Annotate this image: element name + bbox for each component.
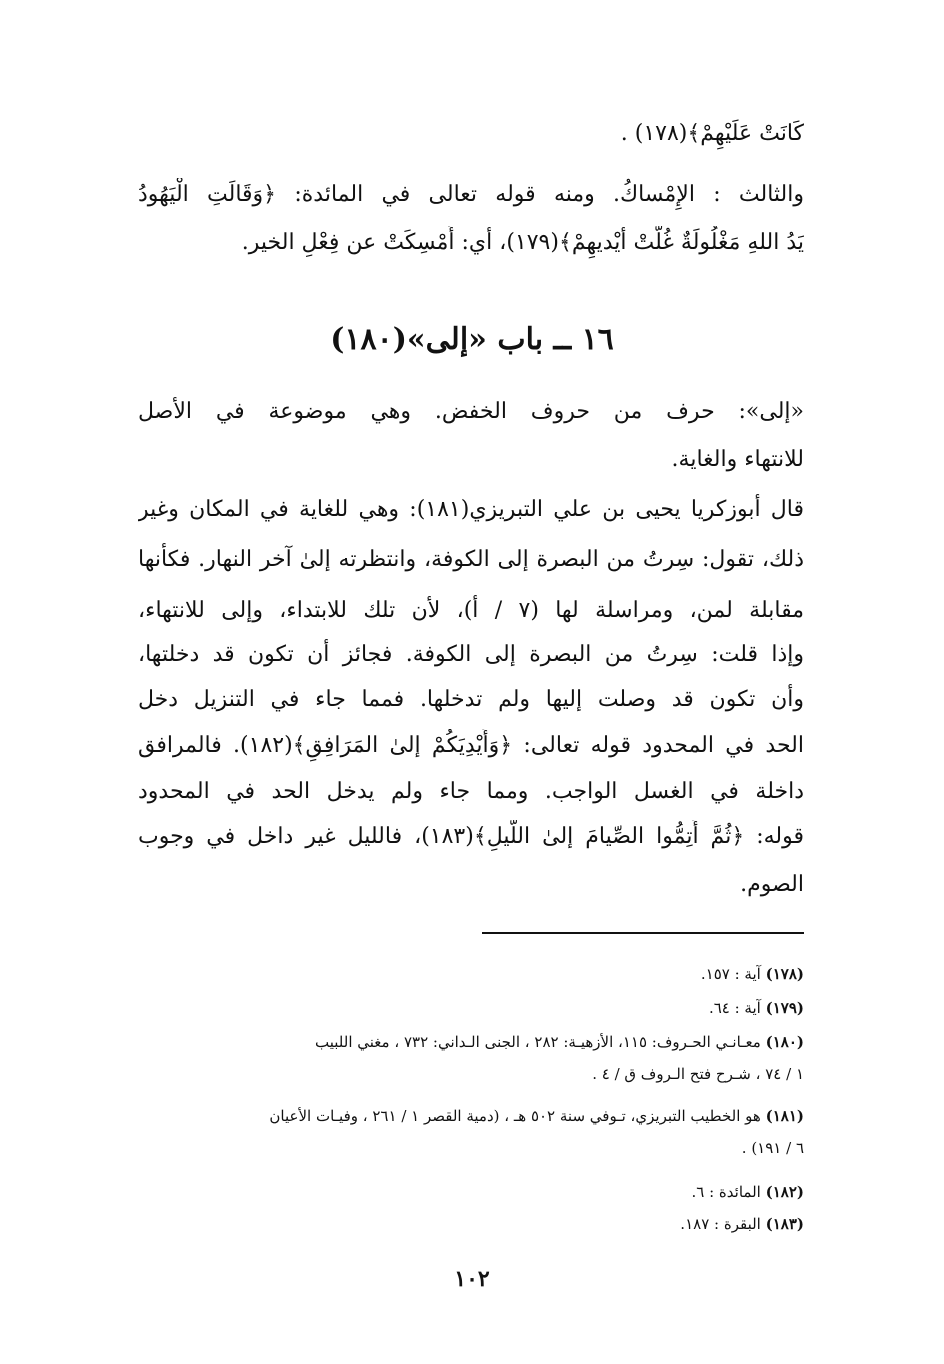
- paragraph-line: الصوم.: [740, 872, 804, 897]
- page-number: ١٠٢: [454, 1266, 490, 1292]
- footnote-text: هو الخطيب التبريزي، تـوفي سنة ٥٠٢ هـ ، (دمية القصر ١ / ٢٦١ ، وفيـات الأعيان: [269, 1107, 761, 1125]
- footnote-182: [138, 1180, 804, 1204]
- paragraph-line: للانتهاء والغاية.: [671, 447, 804, 472]
- footnote-180: [138, 1030, 804, 1054]
- body-line: والثالث : الإِمْساكُ. ومنه قوله تعالى في المائدة: ﴿وَقَالَتِ الْيَهُودُ: [138, 182, 804, 207]
- footnote-number: (١٨٣): [765, 1215, 804, 1233]
- body-line: كَانَتْ عَلَيْهِمْ﴾(١٧٨) .: [620, 121, 804, 146]
- footnote-number: (١٨١): [765, 1107, 804, 1125]
- paragraph-line: الحد في المحدود قوله تعالى: ﴿وَأَيْدِيَكُمْ إلىٰ المَرَافِقِ﴾(١٨٢). فالمرافق: [138, 733, 804, 758]
- footnote-number: (١٧٩): [765, 999, 804, 1017]
- footnote-text: آية : ١٥٧.: [700, 965, 761, 983]
- paragraph-line: «إلى»: حرف من حروف الخفض. وهي موضوعة في الأصل: [138, 399, 804, 424]
- paragraph-line: قال أبوزكريا يحيى بن علي التبريزي(١٨١): وهي للغاية في المكان وغير: [138, 497, 804, 522]
- footnote-text: معـانـي الحـروف: ١١٥، الأزهيـة: ٢٨٢ ، الجنى الـداني: ٧٣٢ ، مغني اللبيب: [315, 1033, 761, 1051]
- footnote-181: [138, 1104, 804, 1128]
- paragraph-line: مقابلة لمن، ومراسلة لها (٧ / أ)، لأن تلك للابتداء، وإلى للانتهاء،: [138, 598, 804, 623]
- footnote-number: (١٨٠): [765, 1033, 804, 1051]
- paragraph-line: ذلك، تقول: سِرتُ من البصرة إلى الكوفة، وانتظرته إلىٰ آخر النهار. فكأنها: [138, 547, 804, 572]
- footnote-179: [138, 996, 804, 1020]
- footnote-number: (١٧٨): [765, 965, 804, 983]
- paragraph-line: قوله: ﴿ثُمَّ أَتِمُّوا الصِّيامَ إلىٰ اللَّيلِ﴾(١٨٣)، فالليل غير داخل في وجوب: [138, 824, 804, 849]
- footnote-183: [138, 1212, 804, 1236]
- footnote-178: [138, 962, 804, 986]
- footnote-text: المائدة : ٦.: [691, 1183, 761, 1201]
- footnote-text: آية : ٦٤.: [708, 999, 761, 1017]
- paragraph-line: وأن تكون قد وصلت إليها ولم تدخلها. فمما جاء في التنزيل دخل: [138, 687, 804, 712]
- footnote-text: البقرة : ١٨٧.: [680, 1215, 761, 1233]
- footnote-divider: [482, 932, 804, 934]
- footnote-180-continued: ١ / ٧٤ ، شـرح فتح الـروف ق / ٤ .: [592, 1065, 804, 1083]
- paragraph-line: وإذا قلت: سِرتُ من البصرة إلى الكوفة. فجائز أن تكون قد دخلتها،: [138, 642, 804, 667]
- section-title: ١٦ ــ باب «إلى»(١٨٠): [330, 322, 614, 357]
- body-line: يَدُ اللهِ مَغْلُولَةٌ غُلَّتْ أيْديهِمْ﴾(١٧٩)، أي: أُمْسِكَتْ عن فِعْلِ الخير.: [241, 230, 804, 255]
- paragraph-line: داخلة في الغسل الواجب. ومما جاء ولم يدخل الحد في المحدود: [138, 779, 804, 804]
- footnote-181-continued: ٦ / ١٩١) .: [741, 1139, 804, 1157]
- footnote-number: (١٨٢): [765, 1183, 804, 1201]
